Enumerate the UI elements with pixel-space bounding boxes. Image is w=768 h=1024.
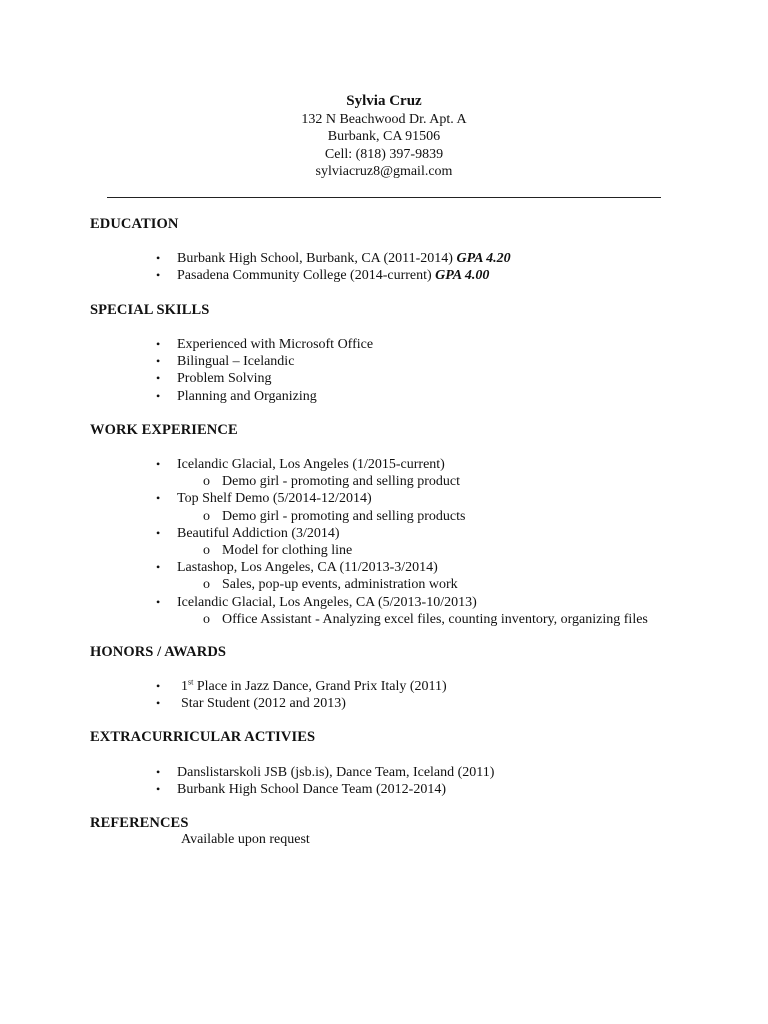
bullet-icon: • [156,337,161,351]
bullet-icon: • [156,679,161,693]
job-detail [0,542,768,559]
list-item [0,490,768,507]
job-title: Lastashop, Los Angeles, CA (11/2013-3/2014) [177,560,438,576]
job-detail [0,508,768,525]
job-detail-text: Sales, pop-up events, administration work [222,577,458,593]
honors-heading: HONORS / AWARDS [90,644,227,660]
list-item [0,695,768,712]
skill-item: Planning and Organizing [177,388,317,404]
honor-superscript: st [188,677,194,687]
honors-list [0,678,768,712]
contact-header [0,93,768,181]
skills-heading: SPECIAL SKILLS [90,302,210,318]
job-title: Top Shelf Demo (5/2014-12/2014) [177,491,372,507]
job-detail [0,611,768,628]
education-heading: EDUCATION [90,216,179,232]
sub-bullet-icon: o [203,577,210,593]
extracurricular-list [0,764,768,798]
work-list [0,456,768,628]
bullet-icon: • [156,354,161,369]
header-divider [107,197,661,198]
work-heading: WORK EXPERIENCE [90,422,238,438]
list-item [0,456,768,473]
skills-list [0,336,768,405]
bullet-icon: • [156,491,161,506]
activity-item: Danslistarskoli JSB (jsb.is), Dance Team, Iceland (2011) [177,765,495,780]
bullet-icon: • [156,765,161,779]
references-heading: REFERENCES [90,815,189,831]
education-item-text: Burbank High School, Burbank, CA (2011-2014) [177,251,457,266]
list-item [0,781,768,798]
email-address: sylviacruz8@gmail.com [315,164,453,179]
skill-item: Problem Solving [177,371,272,387]
list-item [0,353,768,370]
bullet-icon: • [156,594,161,609]
list-item [0,525,768,542]
job-title: Icelandic Glacial, Los Angeles (1/2015-current) [177,457,445,472]
sub-bullet-icon: o [203,508,210,524]
list-item [0,267,768,284]
references-text: Available upon request [181,832,310,847]
skill-item: Experienced with Microsoft Office [177,337,374,352]
bullet-icon: • [156,371,161,386]
list-item [0,250,768,267]
skill-item: Bilingual – Icelandic [177,354,295,370]
bullet-icon: • [156,251,161,265]
job-detail-text: Demo girl - promoting and selling products [222,508,466,524]
sub-bullet-icon: o [203,611,210,627]
honor-text: Place in Jazz Dance, Grand Prix Italy (2011) [193,679,447,694]
list-item [0,764,768,781]
list-item [0,678,768,695]
education-list [0,250,768,284]
list-item [0,370,768,387]
sub-bullet-icon: o [203,474,210,490]
bullet-icon: • [156,388,161,403]
honor-prefix: 1 [181,679,188,694]
address-line-2: Burbank, CA 91506 [327,129,441,144]
activity-item: Burbank High School Dance Team (2012-2014) [177,782,446,798]
bullet-icon: • [156,560,161,575]
job-title: Icelandic Glacial, Los Angeles, CA (5/2013-10/2013) [177,594,477,610]
candidate-name: Sylvia Cruz [346,93,422,109]
list-item [0,336,768,353]
bullet-icon: • [156,457,161,471]
bullet-icon: • [156,268,161,283]
job-detail-text: Demo girl - promoting and selling product [222,474,460,490]
job-detail [0,576,768,593]
job-detail-text: Model for clothing line [222,543,353,559]
sub-bullet-icon: o [203,543,210,559]
bullet-icon: • [156,696,161,711]
education-item-gpa: GPA 4.00 [435,268,490,284]
extracurricular-heading: EXTRACURRICULAR ACTIVIES [90,729,316,745]
bullet-icon: • [156,782,161,797]
phone-number: Cell: (818) 397-9839 [324,146,444,162]
education-item-text: Pasadena Community College (2014-current) [177,268,436,284]
honor-text: Star Student (2012 and 2013) [181,696,346,712]
education-item-gpa: GPA 4.20 [456,251,511,266]
job-title: Beautiful Addiction (3/2014) [177,525,340,541]
job-detail [0,473,768,490]
job-detail-text: Office Assistant - Analyzing excel files, counting inventory, organizing files [222,611,648,627]
list-item [0,388,768,405]
list-item [0,559,768,576]
list-item [0,594,768,611]
bullet-icon: • [156,525,161,540]
address-line-1: 132 N Beachwood Dr. Apt. A [301,111,467,127]
